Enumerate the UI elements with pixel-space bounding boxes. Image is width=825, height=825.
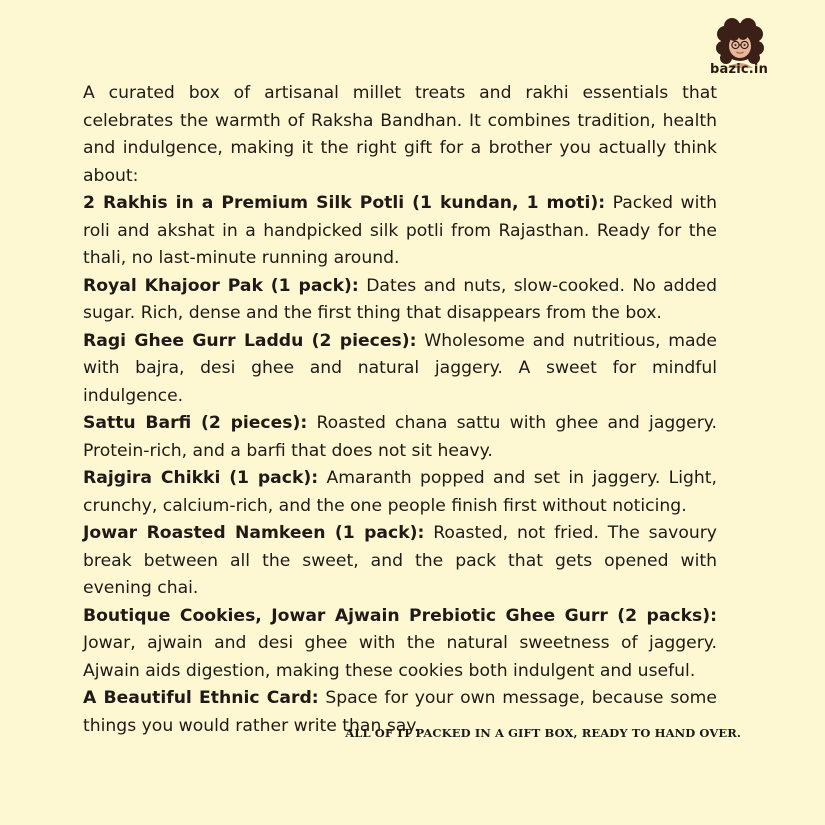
list-item — [83, 465, 717, 520]
item-title: Ragi Ghee Gurr Laddu (2 pieces): — [83, 330, 417, 351]
item-description: Wholesome and nutritious, made with bajra, desi ghee and natural jaggery. A sweet for mindful indulgence. — [83, 330, 718, 406]
list-item — [83, 520, 717, 603]
box-contents-list — [83, 190, 717, 740]
avatar-icon — [715, 18, 765, 68]
product-description — [83, 80, 717, 740]
item-title: Boutique Cookies, Jowar Ajwain Prebiotic Ghee Gurr (2 packs): — [83, 605, 717, 626]
list-item — [83, 328, 717, 411]
item-description: Dates and nuts, slow-cooked. No added sugar. Rich, dense and the first thing that disappears from the box. — [83, 275, 717, 323]
list-item — [83, 273, 717, 328]
item-description: Roasted, not fried. The savoury break between all the sweet, and the pack that gets opened with evening chai. — [83, 523, 717, 598]
item-description: Packed with roli and akshat in a handpicked silk potli from Rajasthan. Ready for the thali, no last-minute running around. — [83, 193, 718, 268]
item-title: Jowar Roasted Namkeen (1 pack): — [83, 523, 425, 543]
item-title: Rajgira Chikki (1 pack): — [83, 468, 319, 488]
brand-logo-text: bazic.in — [709, 62, 769, 77]
item-title: Sattu Barfi (2 pieces): — [83, 413, 308, 433]
footer-note: ALL OF IT PACKED IN A GIFT BOX, READY TO HAND OVER. — [345, 726, 741, 740]
item-title: Royal Khajoor Pak (1 pack): — [83, 275, 359, 296]
item-title: A Beautiful Ethnic Card: — [83, 688, 319, 708]
item-description: Space for your own message, because some things you would rather write than say. — [83, 688, 717, 736]
intro-paragraph: A curated box of artisanal millet treats and rakhi essentials that celebrates the warmth of Raksha Bandhan. It combines tradition, health and indulgence, making it the right gift for a brother you actually think about: — [83, 83, 717, 186]
list-item — [83, 410, 717, 465]
item-title: 2 Rakhis in a Premium Silk Potli (1 kundan, 1 moti): — [83, 193, 606, 213]
item-description: Roasted chana sattu with ghee and jaggery. Protein-rich, and a barfi that does not sit heavy. — [83, 413, 717, 461]
list-item — [83, 190, 717, 273]
list-item — [83, 603, 717, 686]
item-description: Jowar, ajwain and desi ghee with the natural sweetness of jaggery. Ajwain aids digestion, making these cookies both indulgent and useful. — [83, 633, 717, 681]
item-description: Amaranth popped and set in jaggery. Light, crunchy, calcium-rich, and the one people finish first without noticing. — [83, 468, 717, 516]
brand-logo[interactable] — [705, 18, 773, 82]
